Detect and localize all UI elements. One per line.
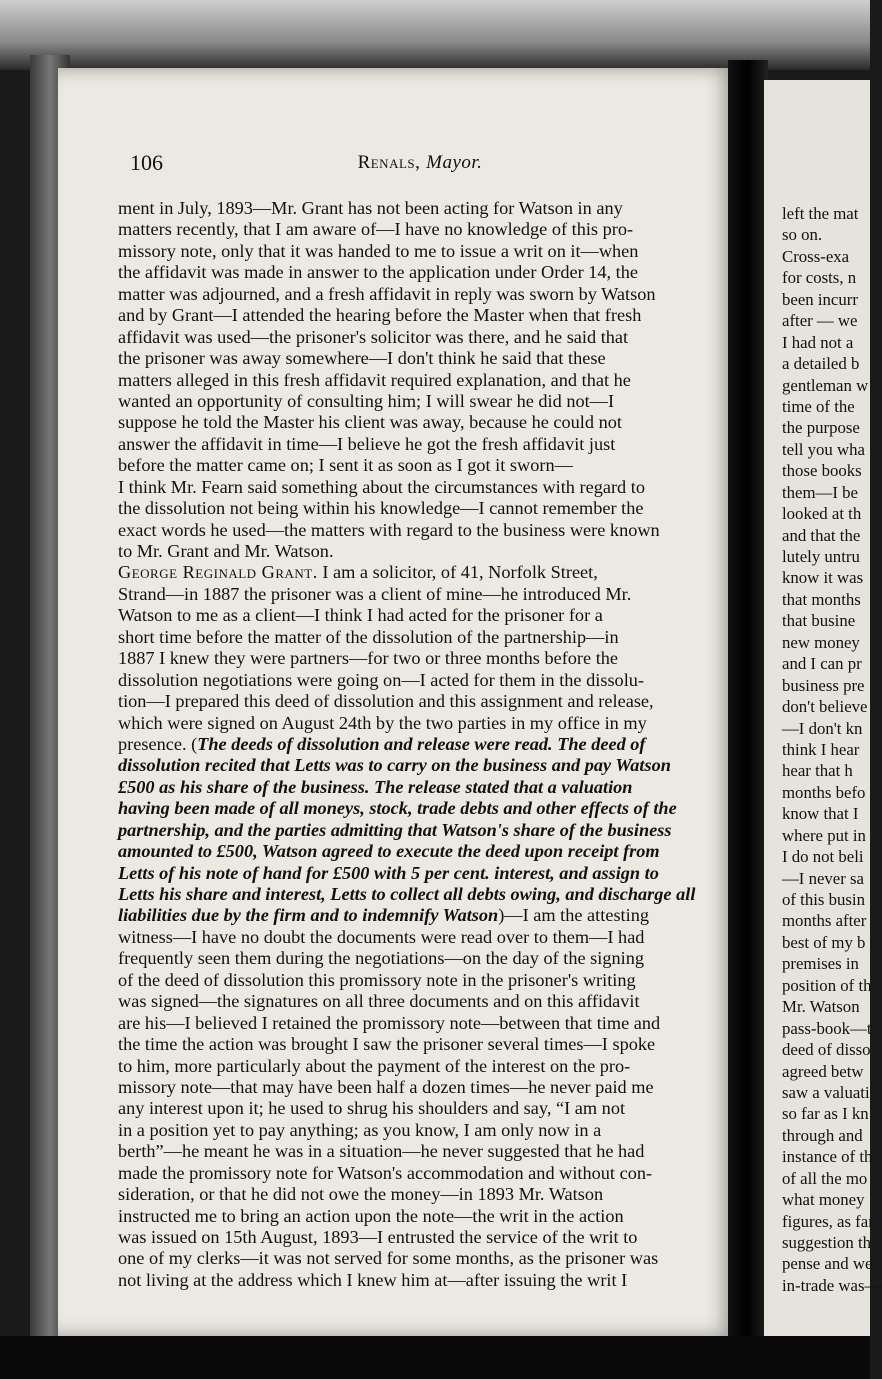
right-page-line: know it was xyxy=(782,568,864,588)
liabilities-line xyxy=(118,905,736,926)
closing-lines xyxy=(118,927,736,1291)
right-page-line: and that the xyxy=(782,525,861,545)
page-header xyxy=(130,150,710,180)
text-line: was signed—the signatures on all three documents and on this affidavit xyxy=(118,991,640,1012)
right-page-line: for costs, n xyxy=(782,268,857,288)
text-line: to Mr. Grant and Mr. Watson. xyxy=(118,541,334,561)
text-line: the prisoner was away somewhere—I don't think he said that these xyxy=(118,348,606,369)
text-line: dissolution negotiations were going on—I acted for them in the dissolu- xyxy=(118,669,645,690)
right-page-line: premises in xyxy=(782,954,859,974)
text-line: exact words he used—the matters with regard to the business were known xyxy=(118,519,660,540)
right-page-line: through and xyxy=(782,1125,863,1145)
text-line: the dissolution not being within his knowledge—I cannot remember the xyxy=(118,498,644,519)
presence-line xyxy=(118,734,736,755)
text-line: was issued on 15th August, 1893—I entrusted the service of the writ to xyxy=(118,1227,638,1247)
right-page-line: Cross-exa xyxy=(782,246,850,266)
text-line: witness—I have no doubt the documents were read over to them—I had xyxy=(118,926,645,947)
right-page-line: best of my b xyxy=(782,932,866,952)
bottom-shadow xyxy=(0,1336,870,1379)
right-page-line: so far as I kn xyxy=(782,1104,869,1124)
liabilities-roman: )—I am the attesting xyxy=(498,905,649,926)
right-page-line: gentleman w xyxy=(782,375,869,395)
right-page-line: business pre xyxy=(782,675,865,695)
text-line: the affidavit was made in answer to the application under Order 14, the xyxy=(118,262,638,283)
text-line: the time the action was brought I saw the prisoner several times—I spoke xyxy=(118,1034,656,1055)
italic-text-line: having been made of all moneys, stock, trade debts and other effects of the xyxy=(118,798,677,819)
right-page-line: think I hear xyxy=(782,739,860,759)
text-line: Strand—in 1887 the prisoner was a client of mine—he introduced Mr. xyxy=(118,583,632,604)
right-page-line: months befo xyxy=(782,782,866,802)
witness-line-rest: I am a solicitor, of 41, Norfolk Street, xyxy=(317,562,598,583)
right-page-line: so on. xyxy=(782,225,823,245)
text-line: instructed me to bring an action upon the note—the writ in the action xyxy=(118,1205,624,1226)
witness-name: George Reginald Grant. xyxy=(118,562,318,583)
right-page-line: months after xyxy=(782,911,867,931)
right-page-line: of all the mo xyxy=(782,1168,868,1188)
right-page-line: time of the xyxy=(782,396,855,416)
right-page-line: saw a valuati xyxy=(782,1082,870,1102)
running-head xyxy=(130,152,710,174)
text-line: one of my clerks—it was not served for some months, as the prisoner was xyxy=(118,1248,659,1269)
right-page-fragments xyxy=(782,203,882,1296)
text-line: any interest upon it; he used to shrug his shoulders and say, “I am not xyxy=(118,1098,626,1119)
text-line: matter was adjourned, and a fresh affidavit in reply was sworn by Watson xyxy=(118,283,656,304)
presence-italic: The deeds of dissolution and release were read. The deed of xyxy=(197,733,646,754)
right-page-line: those books xyxy=(782,461,862,481)
text-line: sideration, or that he did not owe the money—in 1893 Mr. Watson xyxy=(118,1184,604,1205)
right-page-line: —I don't kn xyxy=(782,718,863,738)
right-page-line: that busine xyxy=(782,611,856,631)
text-line: in a position yet to pay anything; as you know, I am only now in a xyxy=(118,1119,602,1140)
right-page-line: looked at th xyxy=(782,504,862,524)
right-page-line: the purpose xyxy=(782,418,860,438)
right-page-line: of this busin xyxy=(782,890,865,909)
liabilities-italic: liabilities due by the firm and to indemnify Watson xyxy=(118,905,499,926)
text-line: answer the affidavit in time—I believe he got the fresh affidavit just xyxy=(118,433,616,454)
right-page-line: what money xyxy=(782,1190,865,1210)
text-line: which were signed on August 24th by the two parties in my office in my xyxy=(118,712,647,733)
text-line: berth”—he meant he was in a situation—he never suggested that he had xyxy=(118,1141,645,1162)
italic-text-line: Letts of his note of hand for £500 with 5 per cent. interest, and assign to xyxy=(118,862,659,883)
text-line: not living at the address which I knew him at—after issuing the writ I xyxy=(118,1269,628,1290)
right-page-line: tell you wha xyxy=(782,439,865,459)
text-line: suppose he told the Master his client was away, because he could not xyxy=(118,412,622,433)
text-line: frequently seen them during the negotiations—on the day of the signing xyxy=(118,948,644,969)
right-page-line: them—I be xyxy=(782,482,858,502)
right-page-line: and I can pr xyxy=(782,654,862,674)
right-page-line: know that I xyxy=(782,804,859,824)
text-line: wanted an opportunity of consulting him; I will swear he did not—I xyxy=(118,390,615,411)
text-line: before the matter came on; I sent it as soon as I got it sworn— xyxy=(118,455,573,476)
right-page-line: figures, as far xyxy=(782,1211,874,1231)
body-lines xyxy=(118,198,736,562)
right-page-line: new money xyxy=(782,632,860,652)
right-page-line: I do not beli xyxy=(782,847,864,867)
right-page-line: after — we xyxy=(782,311,858,331)
page-number: 106 xyxy=(130,150,163,175)
right-page-line: I had not a xyxy=(782,332,854,352)
right-page-line: suggestion th xyxy=(782,1233,872,1252)
italic-text-line: Letts his share and interest, Letts to collect all debts owing, and discharge all xyxy=(118,884,696,904)
text-line: to him, more particularly about the payment of the interest on the pro- xyxy=(118,1055,631,1076)
text-line: made the promissory note for Watson's accommodation and without con- xyxy=(118,1162,653,1183)
text-line: I think Mr. Fearn said something about the circumstances with regard to xyxy=(118,476,645,497)
right-page-line: in-trade was— xyxy=(782,1275,882,1295)
text-line: and by Grant—I attended the hearing before the Master when that fresh xyxy=(118,305,642,326)
witness-lines xyxy=(118,584,736,734)
right-page-line: where put in xyxy=(782,825,866,845)
text-line: missory note—that may have been half a dozen times—he never paid me xyxy=(118,1076,654,1097)
text-line: are his—I believed I retained the promissory note—between that time and xyxy=(118,1012,661,1033)
text-line: matters recently, that I am aware of—I have no knowledge of this pro- xyxy=(118,219,634,240)
right-page-line: Mr. Watson xyxy=(782,997,860,1017)
text-line: 1887 I knew they were partners—for two or three months before the xyxy=(118,648,619,669)
italic-text-line: £500 as his share of the business. The release stated that a valuation xyxy=(118,776,633,797)
italic-text-line: dissolution recited that Letts was to carry on the business and pay Watson xyxy=(118,755,671,776)
text-line: tion—I prepared this deed of dissolution and this assignment and release, xyxy=(118,691,654,712)
right-page-line: been incurr xyxy=(782,289,858,309)
text-line: Watson to me as a client—I think I had acted for the prisoner for a xyxy=(118,605,603,626)
right-page-line: position of th xyxy=(782,975,872,995)
running-head-title: Mayor. xyxy=(426,152,483,173)
right-page-line: that months xyxy=(782,589,861,609)
text-line: matters alleged in this fresh affidavit required explanation, and that he xyxy=(118,369,631,390)
running-head-name: Renals, xyxy=(357,152,421,173)
witness-line xyxy=(118,562,736,583)
right-page-line: pense and we xyxy=(782,1254,873,1274)
right-page-line: hear that h xyxy=(782,761,853,781)
text-line: missory note, only that it was handed to me to issue a writ on it—when xyxy=(118,240,639,261)
right-page-line: pass-book—t xyxy=(782,1018,872,1038)
right-page-line: deed of disso xyxy=(782,1040,871,1060)
right-page-line: agreed betw xyxy=(782,1061,864,1081)
text-line: short time before the matter of the dissolution of the partnership—in xyxy=(118,626,619,647)
italic-text-line: amounted to £500, Watson agreed to execute the deed upon receipt from xyxy=(118,841,660,862)
right-page-line: —I never sa xyxy=(782,868,865,888)
italic-text-line: partnership, and the parties admitting that Watson's share of the business xyxy=(118,819,672,840)
right-page-line: a detailed b xyxy=(782,354,860,374)
right-page-line: left the mat xyxy=(782,204,859,223)
right-page-line: don't believe xyxy=(782,697,868,717)
presence-roman: presence. ( xyxy=(118,733,198,754)
text-line: affidavit was used—the prisoner's solicitor was there, and he said that xyxy=(118,326,629,347)
text-line: ment in July, 1893—Mr. Grant has not been acting for Watson in any xyxy=(118,198,623,218)
testimony-text xyxy=(118,198,736,1291)
italic-lines xyxy=(118,755,736,905)
right-page-line: instance of th xyxy=(782,1147,873,1167)
right-page-line: lutely untru xyxy=(782,547,860,566)
text-line: of the deed of dissolution this promissory note in the prisoner's writing xyxy=(118,969,636,990)
